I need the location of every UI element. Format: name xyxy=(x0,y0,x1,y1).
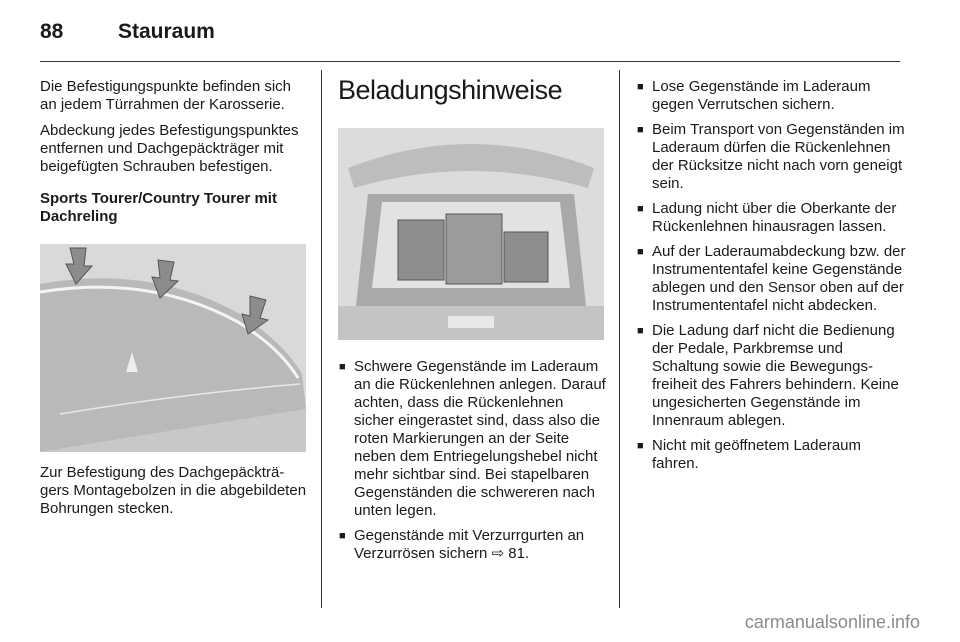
list-item: ■ Auf der Laderaumabdeckung bzw. der Instrumententafel keine Gegenstände ablegen und den Sensor oben auf der Instrumententafel nicht abdecken. xyxy=(636,243,906,315)
cargo-area-illustration xyxy=(338,128,604,340)
list-item: ■ Die Ladung darf nicht die Bedienung der Pedale, Parkbremse und Schaltung sowie die Bewegungsfreiheit des Fahrers behindern. Keine ungesicherten Gegenstände im Innenraum ablegen. xyxy=(636,322,906,430)
figure-caption: Zur Befestigung des Dachgepäckträgers Montagebolzen in die abgebildeten Bohrungen stecken. xyxy=(40,464,307,517)
list-item: ■ Schwere Gegenstände im Laderaum an die Rückenlehnen anlegen. Darauf achten, dass die Rückenlehnen sicher eingerastet sind, dass also die roten Markierungen an der Seite neben dem Entriegelungshebel nicht mehr sichtbar sind. Bei stapelbaren Gegenständen die schwereren nach unten legen. xyxy=(338,358,606,520)
paragraph-roof-rack: Abdeckung jedes Befestigungspunktes entfernen und Dachgepäckträger mit beigefügten Schrauben befestigen. xyxy=(40,122,299,175)
roof-rail-illustration xyxy=(40,244,306,452)
section-heading: Beladungshinweise xyxy=(338,75,563,105)
column-right xyxy=(636,78,906,480)
page-title: Stauraum xyxy=(118,20,215,43)
list-item: ■ Gegenstände mit Verzurrgurten an Verzurrösen sichern ⇨ 81. xyxy=(338,527,606,563)
header-rule xyxy=(40,61,900,62)
column-divider-2 xyxy=(619,70,620,608)
list-item: ■ Nicht mit geöffnetem Laderaum fahren. xyxy=(636,437,906,473)
bullet-list-right xyxy=(636,78,906,473)
list-item: ■ Ladung nicht über die Oberkante der Rückenlehnen hinausragen lassen. xyxy=(636,200,906,236)
column-middle xyxy=(338,74,606,570)
watermark-text: carmanualsonline.info xyxy=(744,612,920,632)
column-divider-1 xyxy=(321,70,322,608)
page-number: 88 xyxy=(40,20,64,43)
bullet-list-middle xyxy=(338,358,606,563)
paragraph-mounting-points: Die Befestigungspunkte befinden sich an jedem Türrahmen der Karosserie. xyxy=(40,78,292,113)
list-item: ■ Beim Transport von Gegenständen im Laderaum dürfen die Rückenlehnen der Rücksitze nicht nach vorn geneigt sein. xyxy=(636,121,906,193)
column-left xyxy=(40,78,308,526)
list-item: ■ Lose Gegenstände im Laderaum gegen Verrutschen sichern. xyxy=(636,78,906,114)
subheading-sports-tourer: Sports Tourer/Country Tourer mit Dachreling xyxy=(40,190,277,225)
footer-watermark xyxy=(0,612,960,633)
